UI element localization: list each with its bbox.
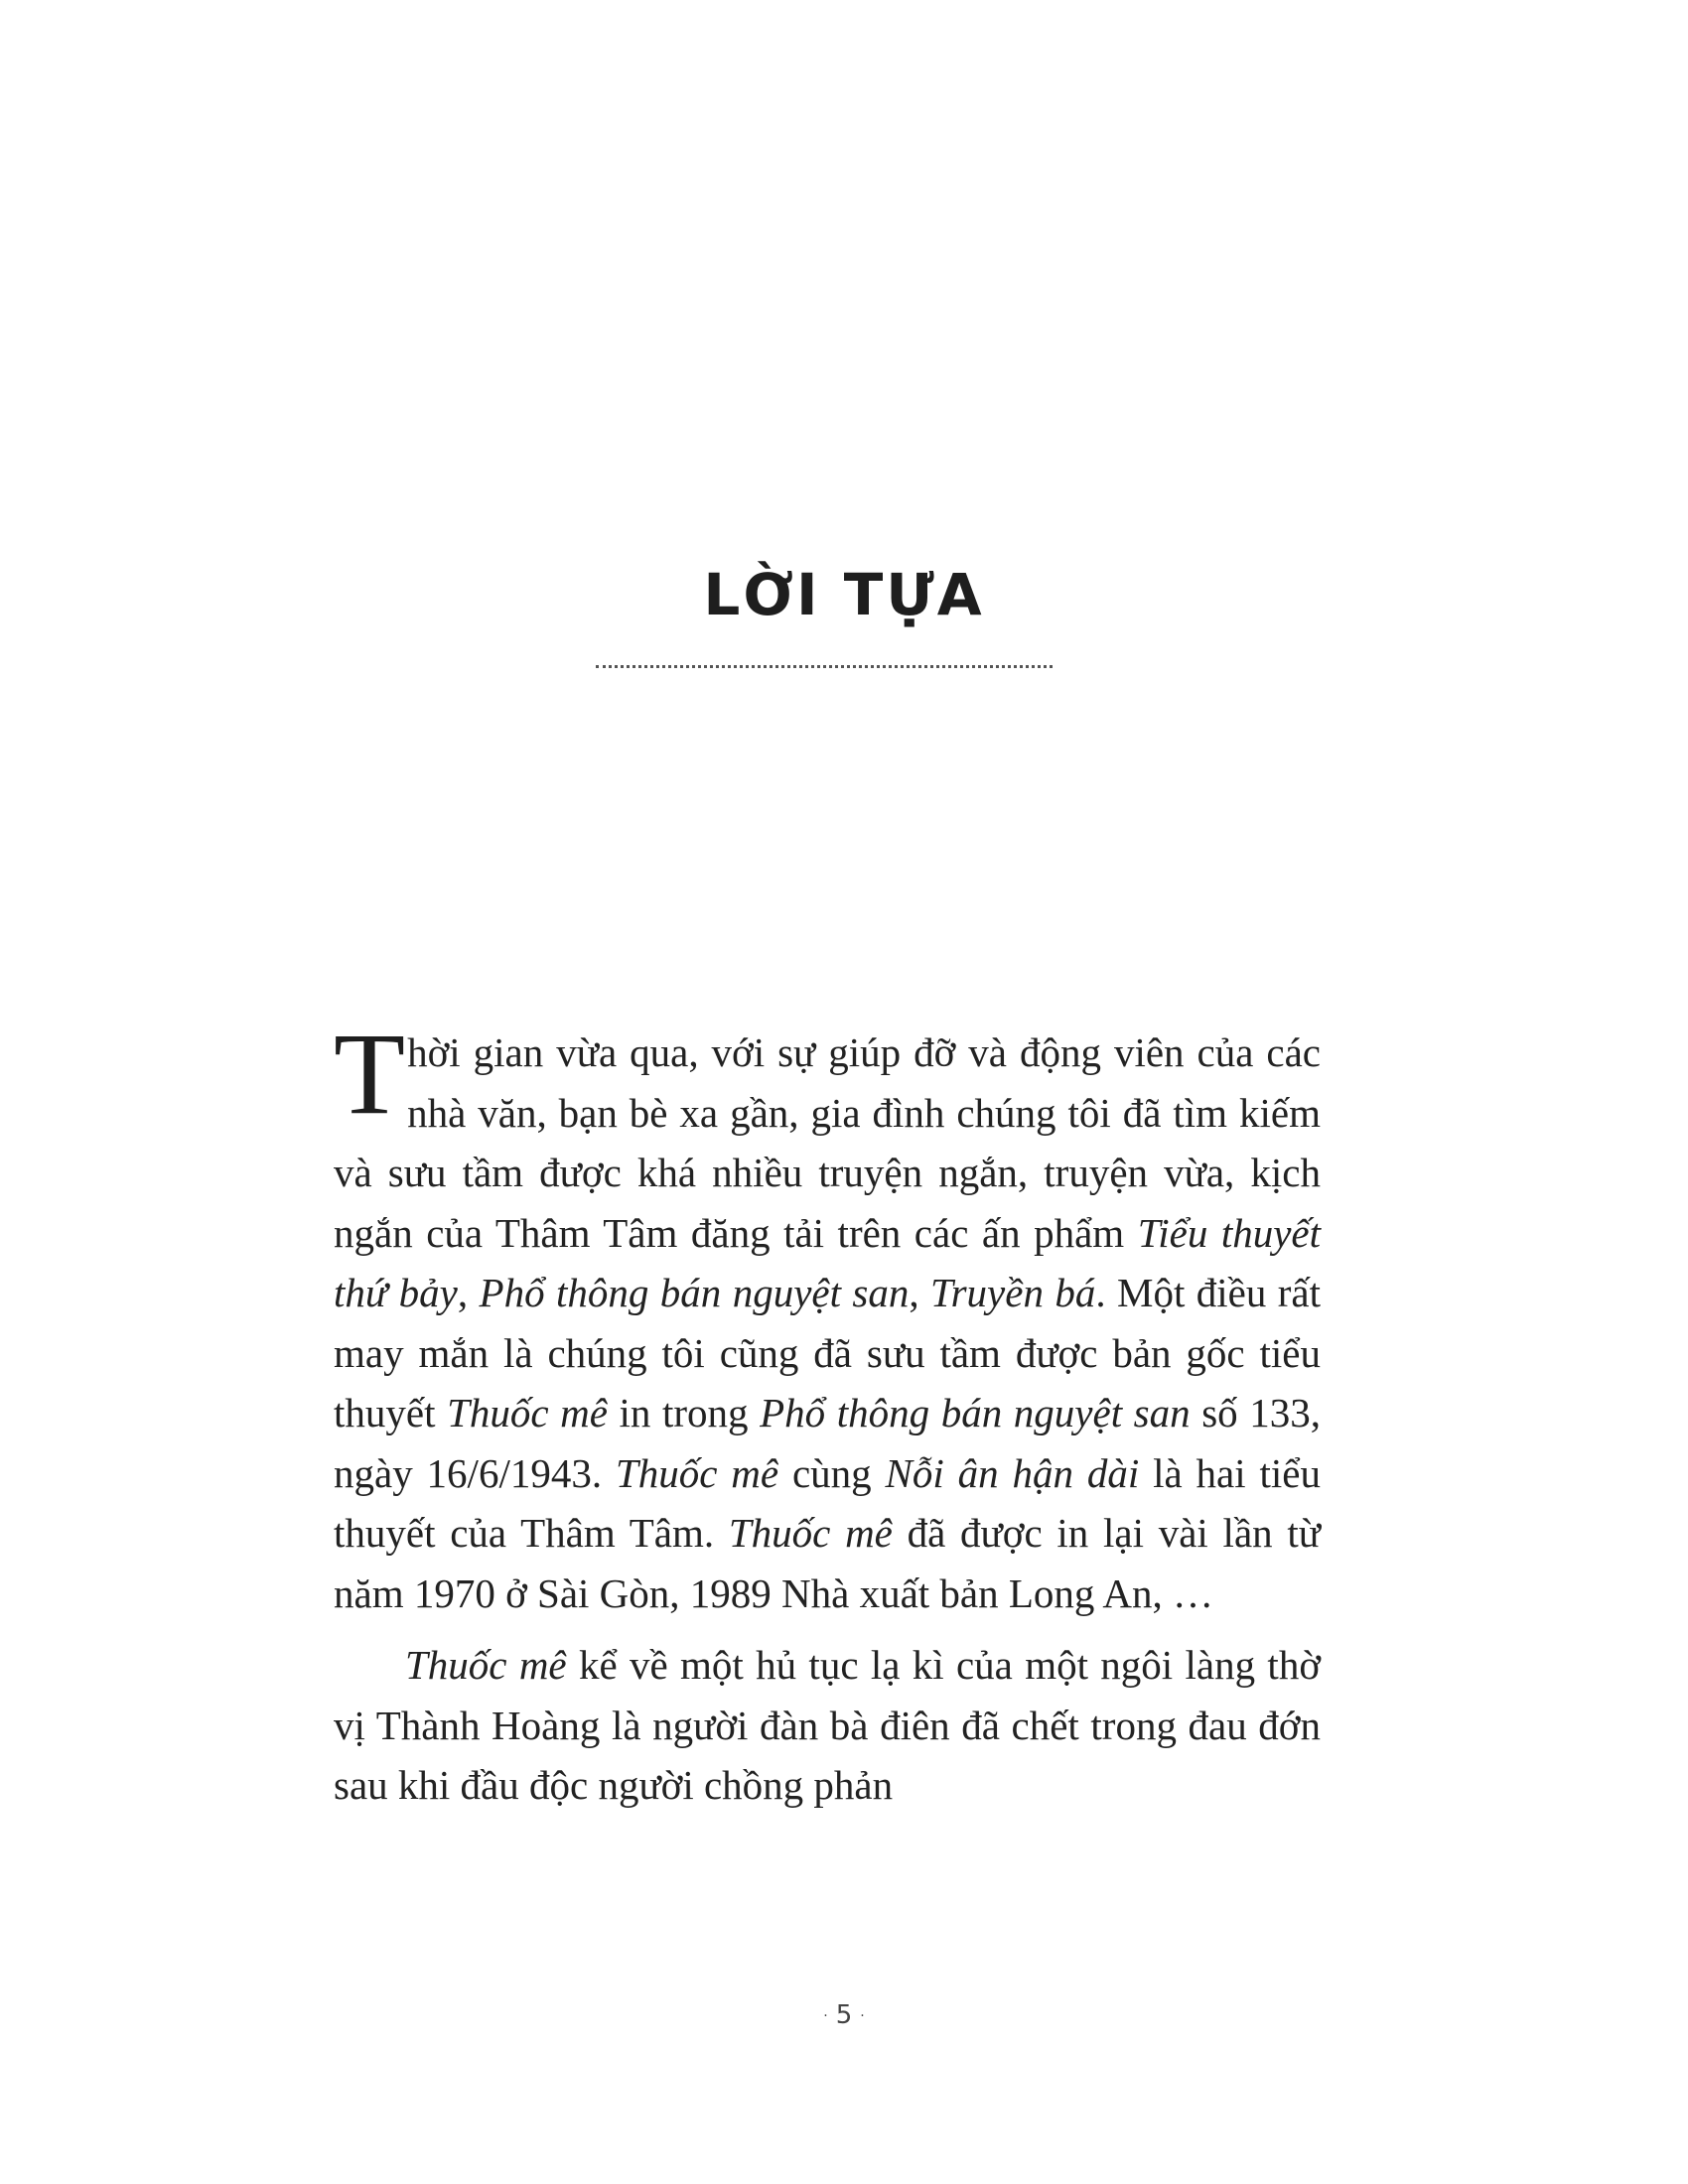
preface-body (334, 1009, 1322, 1816)
italic-title: Phổ thông bán nguyệt san (479, 1270, 910, 1315)
text-segment: hời gian vừa qua, với sự giúp đỡ và động viên của các nhà văn, bạn bè xa gần, gia đình chúng tôi đã tìm kiếm và sưu tầm được khá nhiều truyện ngắn, truyện vừa, kịch ngắn của Thâm Tâm đăng tải trên các ấn phẩm (334, 1029, 1321, 1256)
paragraph-1-text (334, 1029, 1321, 1616)
page-number-dot-right: · (860, 2007, 865, 2024)
italic-title: Thuốc mê (405, 1642, 567, 1688)
page-title: LỜI TỰA (703, 561, 985, 628)
text-segment: , (909, 1270, 931, 1315)
drop-cap-letter: T (334, 1009, 406, 1139)
italic-title: Thuốc mê (447, 1390, 608, 1435)
italic-title: Truyền bá (930, 1270, 1096, 1315)
italic-title: Tiểu thuyết thứ bảy (334, 1209, 1321, 1315)
text-segment: là hai tiểu thuyết của Thâm Tâm. (334, 1449, 1321, 1556)
paragraph-1 (334, 1009, 1322, 1623)
page-number-dot-left: · (823, 2007, 828, 2024)
page-number (0, 2000, 1688, 2030)
text-segment: . Một điều rất may mắn là chúng tôi cũng đã sưu tầm được bản gốc tiểu thuyết (334, 1270, 1322, 1435)
text-segment: in trong (607, 1390, 761, 1435)
text-segment: kể về một hủ tục lạ kì của một ngôi làng thờ vị Thành Hoàng là người đàn bà điên đã chết trong đau đớn sau khi đầu độc người chồng phản (334, 1642, 1321, 1808)
italic-title: Thuốc mê (615, 1449, 779, 1496)
text-segment: số 133, ngày 16/6/1943. (334, 1390, 1321, 1496)
italic-title: Phổ thông bán nguyệt san (760, 1390, 1191, 1435)
title-dotted-divider (596, 665, 1053, 668)
text-segment: , (457, 1270, 480, 1315)
paragraph-2 (334, 1635, 1321, 1816)
page-number-value: 5 (835, 2000, 853, 2030)
italic-title: Thuốc mê (728, 1510, 893, 1556)
text-segment: đã được in lại vài lần từ năm 1970 ở Sài Gòn, 1989 Nhà xuất bản Long An, … (334, 1510, 1321, 1616)
text-segment: cùng (778, 1449, 886, 1496)
italic-title: Nỗi ân hận dài (885, 1449, 1140, 1496)
